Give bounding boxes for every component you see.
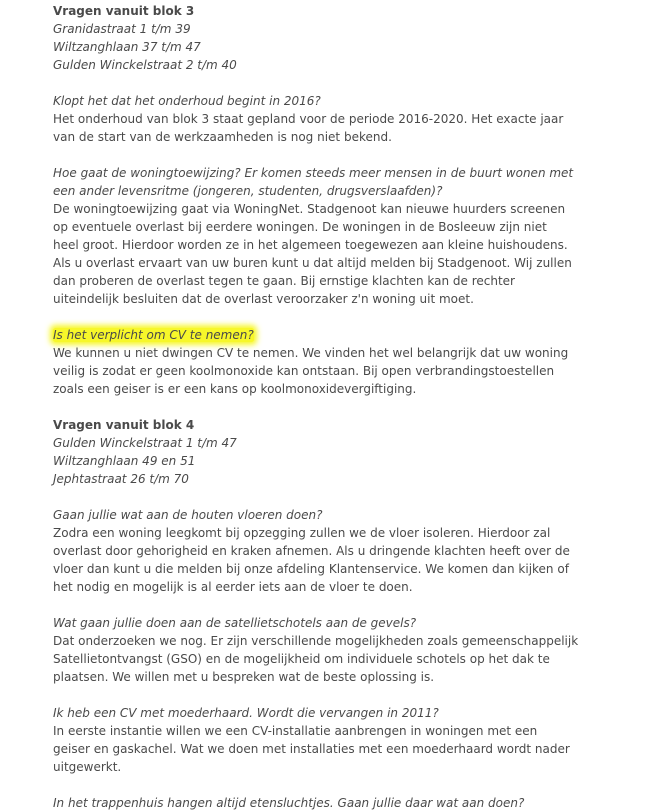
answer-line: vloer dan kunt u die melden bij onze afdeling Klantenservice. We komen dan kijken of <box>53 562 569 576</box>
answer-line: Satellietontvangst (GSO) en de mogelijkheid om individuele schotels op het dak te <box>53 652 550 666</box>
answer-line: We kunnen u niet dwingen CV te nemen. We vinden het wel belangrijk dat uw woning <box>53 346 569 360</box>
answer-line: het nodig en mogelijk is al eerder iets aan de vloer te doen. <box>53 580 413 594</box>
answer-line: veilig is zodat er geen koolmonoxide kan ontstaan. Bij open verbrandingstoestellen <box>53 364 555 378</box>
answer-line: uitgewerkt. <box>53 760 122 774</box>
question-woningtoewijzing: Hoe gaat de woningtoewijzing? Er komen steeds meer mensen in de buurt wonen met <box>53 166 574 180</box>
answer-line: op eventuele overlast bij eerdere woningen. De woningen in de Bosleeuw zijn niet <box>53 220 547 234</box>
question-onderhoud-2016: Klopt het dat het onderhoud begint in 2016? <box>53 94 321 108</box>
address-line: Wiltzanghlaan 37 t/m 47 <box>53 40 201 54</box>
question-cv-verplicht-highlighted: Is het verplicht om CV te nemen? <box>53 328 254 342</box>
answer-line: Het onderhoud van blok 3 staat gepland voor de periode 2016-2020. Het exacte jaar <box>53 112 564 126</box>
question-cv-moederhaard: Ik heb een CV met moederhaard. Wordt die vervangen in 2011? <box>53 706 439 720</box>
question-trappenhuis: In het trappenhuis hangen altijd etensluchtjes. Gaan jullie daar wat aan doen? <box>53 796 525 810</box>
answer-line: van de start van de werkzaamheden is nog niet bekend. <box>53 130 392 144</box>
answer-line: dan proberen de overlast tegen te gaan. Bij ernstige klachten kan de rechter <box>53 274 515 288</box>
question-woningtoewijzing-cont: een ander levensritme (jongeren, studenten, drugsverslaafden)? <box>53 184 443 198</box>
address-line: Jephtastraat 26 t/m 70 <box>53 472 189 486</box>
answer-line: plaatsen. We willen met u bespreken wat de beste oplossing is. <box>53 670 435 684</box>
address-line: Wiltzanghlaan 49 en 51 <box>53 454 196 468</box>
faq-content <box>53 2 579 812</box>
answer-line: De woningtoewijzing gaat via WoningNet. Stadgenoot kan nieuwe huurders screenen <box>53 202 566 216</box>
answer-line: heel groot. Hierdoor worden ze in het algemeen toegewezen aan kleine huishoudens. <box>53 238 568 252</box>
answer-line: overlast door gehorigheid en kraken afnemen. Als u dringende klachten heeft over de <box>53 544 570 558</box>
address-line: Gulden Winckelstraat 1 t/m 47 <box>53 436 237 450</box>
answer-line: Als u overlast ervaart van uw buren kunt u dat altijd melden bij Stadgenoot. Wij zullen <box>53 256 572 270</box>
answer-line: zoals een geiser is er een kans op koolmonoxidevergiftiging. <box>53 382 417 396</box>
answer-line: uiteindelijk besluiten dat de overlast veroorzaker z'n woning uit moet. <box>53 292 474 306</box>
section-heading-blok4: Vragen vanuit blok 4 <box>53 418 195 432</box>
answer-line: In eerste instantie willen we een CV-installatie aanbrengen in woningen met een <box>53 724 538 738</box>
address-line: Granidastraat 1 t/m 39 <box>53 22 191 36</box>
question-houten-vloeren: Gaan jullie wat aan de houten vloeren doen? <box>53 508 323 522</box>
answer-line: geiser en gaskachel. Wat we doen met installaties met een moederhaard wordt nader <box>53 742 570 756</box>
section-heading-blok3: Vragen vanuit blok 3 <box>53 4 195 18</box>
question-satellietschotels: Wat gaan jullie doen aan de satellietschotels aan de gevels? <box>53 616 417 630</box>
address-line: Gulden Winckelstraat 2 t/m 40 <box>53 58 237 72</box>
answer-line: Zodra een woning leegkomt bij opzegging zullen we de vloer isoleren. Hierdoor zal <box>53 526 551 540</box>
answer-line: Dat onderzoeken we nog. Er zijn verschillende mogelijkheden zoals gemeenschappelijk <box>53 634 579 648</box>
